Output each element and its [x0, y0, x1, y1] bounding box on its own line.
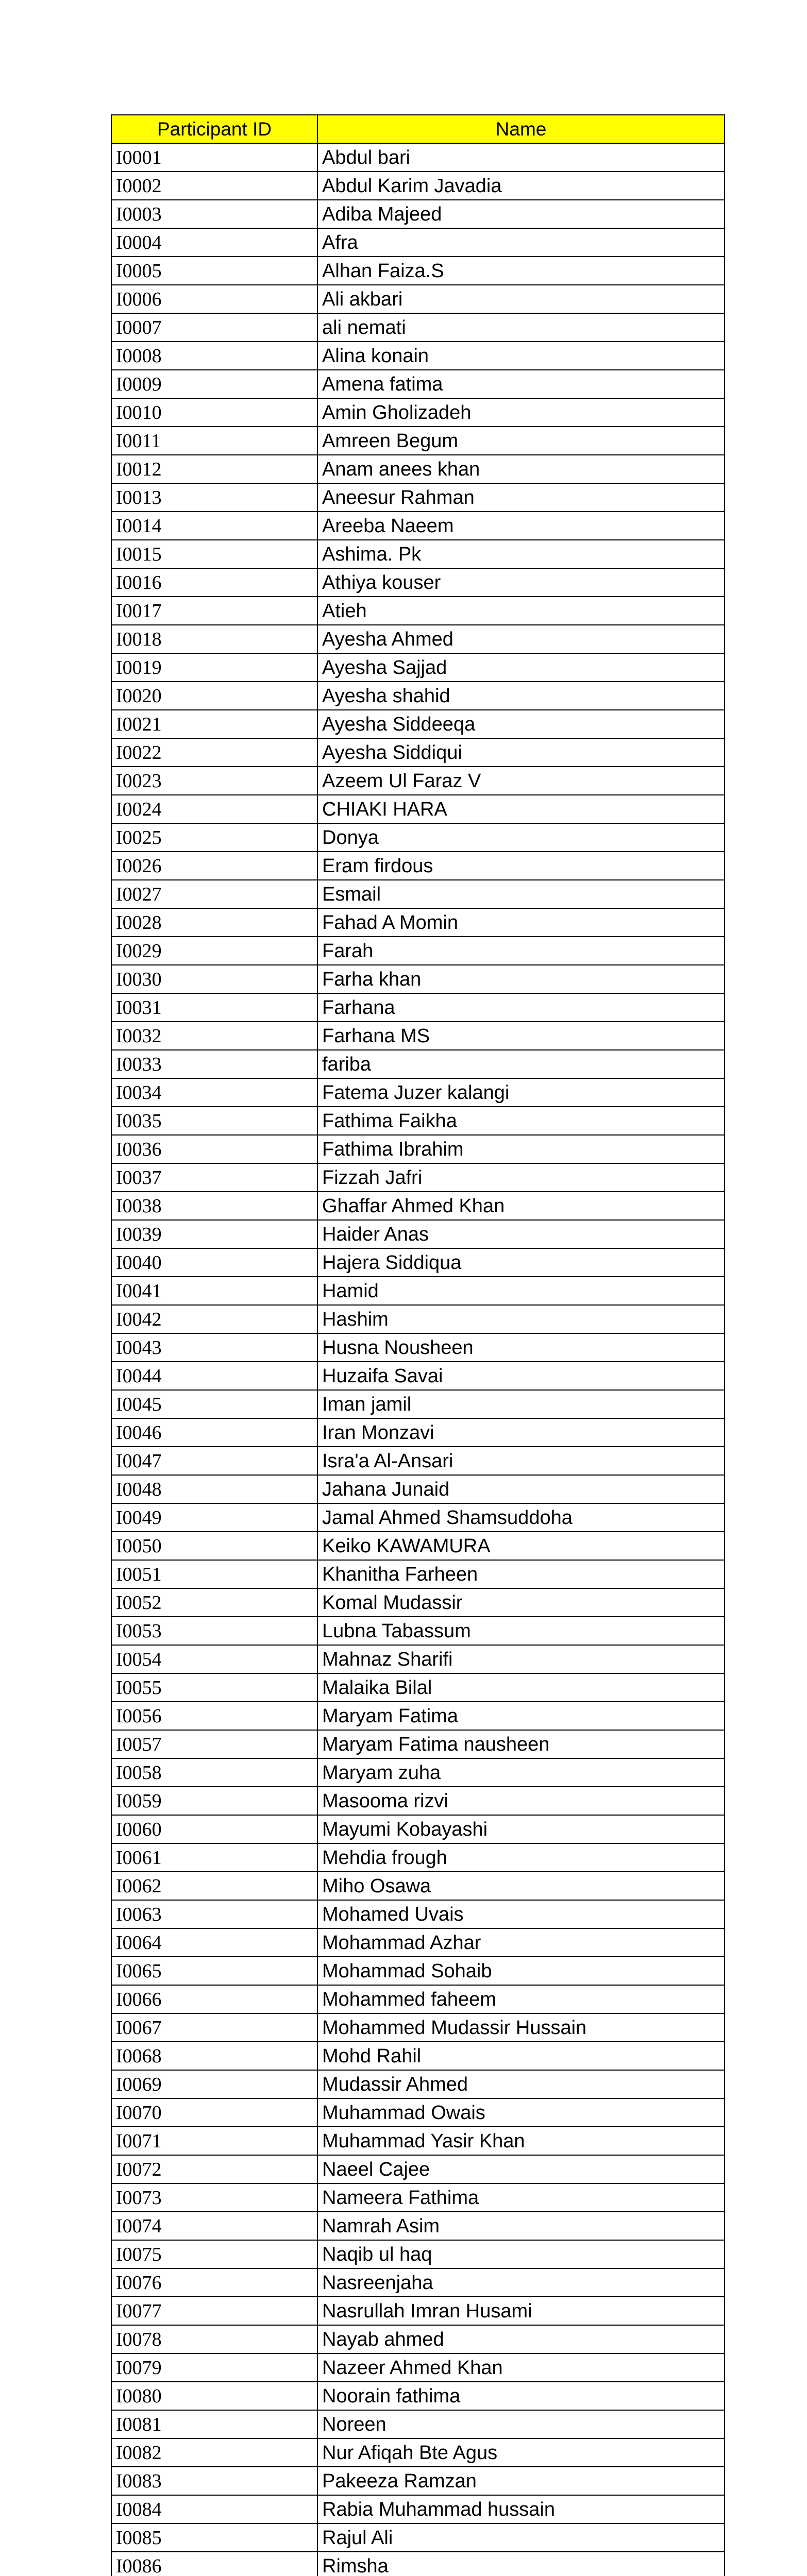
participant-id-cell: I0084: [111, 2495, 317, 2523]
participant-name-cell: Abdul bari: [317, 143, 725, 172]
table-row: [111, 228, 725, 257]
table-row: [111, 1560, 725, 1588]
table-row: [111, 1078, 725, 1107]
table-row: [111, 568, 725, 597]
table-row: [111, 1022, 725, 1050]
table-row: [111, 993, 725, 1022]
participant-name-cell: Nasreenjaha: [317, 2268, 725, 2297]
participant-name-cell: Amin Gholizadeh: [317, 398, 725, 427]
table-row: [111, 795, 725, 823]
table-row: [111, 965, 725, 993]
participant-name-cell: Alhan Faiza.S: [317, 257, 725, 285]
participant-name-cell: fariba: [317, 1050, 725, 1078]
table-row: [111, 2495, 725, 2523]
table-row: [111, 1532, 725, 1560]
participant-id-cell: I0011: [111, 427, 317, 455]
participant-name-cell: Esmail: [317, 880, 725, 908]
table-row: [111, 1645, 725, 1673]
participant-id-cell: I0004: [111, 228, 317, 257]
participant-id-cell: I0013: [111, 483, 317, 512]
participant-id-cell: I0029: [111, 937, 317, 965]
participant-id-cell: I0055: [111, 1673, 317, 1702]
participant-name-cell: Fizzah Jafri: [317, 1163, 725, 1192]
table-row: [111, 852, 725, 880]
participant-name-cell: Mohammad Azhar: [317, 1928, 725, 1957]
table-row: [111, 682, 725, 710]
participant-id-cell: I0085: [111, 2523, 317, 2552]
table-row: [111, 880, 725, 908]
participant-name-cell: Abdul Karim Javadia: [317, 172, 725, 200]
table-row: [111, 1475, 725, 1503]
participant-name-cell: Fathima Ibrahim: [317, 1135, 725, 1163]
participant-name-cell: Noorain fathima: [317, 2382, 725, 2410]
table-row: [111, 2410, 725, 2438]
table-row: [111, 1503, 725, 1532]
table-row: [111, 370, 725, 398]
participant-id-cell: I0053: [111, 1617, 317, 1645]
participant-name-cell: Ali akbari: [317, 285, 725, 313]
participant-name-cell: Rimsha: [317, 2552, 725, 2576]
participant-id-cell: I0076: [111, 2268, 317, 2297]
participant-id-cell: I0082: [111, 2438, 317, 2467]
participant-name-cell: Ghaffar Ahmed Khan: [317, 1192, 725, 1220]
participant-id-cell: I0018: [111, 625, 317, 653]
table-row: [111, 1107, 725, 1135]
table-body: [111, 143, 725, 2576]
participant-name-cell: Afra: [317, 228, 725, 257]
participant-name-cell: Amreen Begum: [317, 427, 725, 455]
participant-name-cell: Nasrullah Imran Husami: [317, 2297, 725, 2325]
participant-name-cell: Masooma rizvi: [317, 1787, 725, 1815]
participant-name-cell: Fatema Juzer kalangi: [317, 1078, 725, 1107]
participant-id-cell: I0072: [111, 2155, 317, 2183]
table-row: [111, 2325, 725, 2353]
participant-id-cell: I0001: [111, 143, 317, 172]
table-row: [111, 1163, 725, 1192]
participant-id-cell: I0009: [111, 370, 317, 398]
participant-id-cell: I0043: [111, 1333, 317, 1362]
participant-id-cell: I0007: [111, 313, 317, 342]
participant-id-cell: I0025: [111, 823, 317, 852]
table-row: [111, 1617, 725, 1645]
participant-id-cell: I0042: [111, 1305, 317, 1333]
participant-name-cell: Nayab ahmed: [317, 2325, 725, 2353]
table-row: [111, 2297, 725, 2325]
participant-id-cell: I0036: [111, 1135, 317, 1163]
participant-name-cell: Iran Monzavi: [317, 1418, 725, 1447]
table-row: [111, 172, 725, 200]
participant-name-cell: Mudassir Ahmed: [317, 2070, 725, 2098]
table-row: [111, 2382, 725, 2410]
participant-name-cell: Nur Afiqah Bte Agus: [317, 2438, 725, 2467]
table-row: [111, 1418, 725, 1447]
table-row: [111, 1305, 725, 1333]
participant-name-cell: Lubna Tabassum: [317, 1617, 725, 1645]
participant-name-cell: Muhammad Yasir Khan: [317, 2127, 725, 2155]
table-row: [111, 767, 725, 795]
table-row: [111, 143, 725, 172]
table-row: [111, 1050, 725, 1078]
participant-name-cell: Amena fatima: [317, 370, 725, 398]
participant-name-cell: CHIAKI HARA: [317, 795, 725, 823]
table-row: [111, 2127, 725, 2155]
table-row: [111, 1333, 725, 1362]
participant-name-cell: Mehdia frough: [317, 1843, 725, 1872]
participant-name-cell: Mohd Rahil: [317, 2042, 725, 2070]
header-row: [111, 115, 725, 143]
participant-name-cell: Hamid: [317, 1277, 725, 1305]
participant-name-cell: Pakeeza Ramzan: [317, 2467, 725, 2495]
participant-name-cell: Atieh: [317, 597, 725, 625]
participant-id-cell: I0057: [111, 1730, 317, 1758]
participant-id-cell: I0024: [111, 795, 317, 823]
table-row: [111, 2240, 725, 2268]
participant-id-cell: I0075: [111, 2240, 317, 2268]
participant-id-cell: I0040: [111, 1248, 317, 1277]
participant-name-cell: Keiko KAWAMURA: [317, 1532, 725, 1560]
participant-name-cell: Noreen: [317, 2410, 725, 2438]
table-row: [111, 1758, 725, 1787]
participant-id-cell: I0046: [111, 1418, 317, 1447]
participant-id-cell: I0022: [111, 738, 317, 767]
table-row: [111, 2042, 725, 2070]
participant-name-cell: Ayesha Siddiqui: [317, 738, 725, 767]
participant-id-cell: I0041: [111, 1277, 317, 1305]
participant-name-cell: Mayumi Kobayashi: [317, 1815, 725, 1843]
table-row: [111, 455, 725, 483]
participant-id-cell: I0017: [111, 597, 317, 625]
table-row: [111, 1390, 725, 1418]
participant-id-cell: I0039: [111, 1220, 317, 1248]
participant-id-cell: I0033: [111, 1050, 317, 1078]
table-row: [111, 1985, 725, 2013]
participant-name-cell: Athiya kouser: [317, 568, 725, 597]
table-row: [111, 200, 725, 228]
participant-name-cell: Naqib ul haq: [317, 2240, 725, 2268]
participant-id-cell: I0014: [111, 512, 317, 540]
table-row: [111, 1447, 725, 1475]
table-row: [111, 427, 725, 455]
participant-name-cell: Muhammad Owais: [317, 2098, 725, 2127]
participant-id-cell: I0060: [111, 1815, 317, 1843]
participant-id-cell: I0035: [111, 1107, 317, 1135]
participant-table: [111, 114, 725, 2576]
participant-name-cell: Ayesha Sajjad: [317, 653, 725, 682]
table-row: [111, 2183, 725, 2212]
participant-name-cell: Rajul Ali: [317, 2523, 725, 2552]
participant-id-cell: I0074: [111, 2212, 317, 2240]
table-row: [111, 257, 725, 285]
participant-id-cell: I0031: [111, 993, 317, 1022]
participant-name-cell: Ashima. Pk: [317, 540, 725, 568]
participant-id-cell: I0008: [111, 342, 317, 370]
table-row: [111, 512, 725, 540]
participant-name-cell: Ayesha Siddeeqa: [317, 710, 725, 738]
participant-id-cell: I0045: [111, 1390, 317, 1418]
participant-id-cell: I0028: [111, 908, 317, 937]
participant-name-cell: Naeel Cajee: [317, 2155, 725, 2183]
participant-id-cell: I0080: [111, 2382, 317, 2410]
table-row: [111, 2467, 725, 2495]
table-row: [111, 1673, 725, 1702]
table-row: [111, 1928, 725, 1957]
table-row: [111, 1362, 725, 1390]
participant-id-cell: I0034: [111, 1078, 317, 1107]
participant-name-cell: Komal Mudassir: [317, 1588, 725, 1617]
participant-name-cell: Donya: [317, 823, 725, 852]
table-row: [111, 1135, 725, 1163]
participant-name-cell: ali nemati: [317, 313, 725, 342]
participant-id-header: Participant ID: [111, 115, 317, 143]
participant-name-cell: Rabia Muhammad hussain: [317, 2495, 725, 2523]
participant-id-cell: I0077: [111, 2297, 317, 2325]
participant-id-cell: I0006: [111, 285, 317, 313]
table-row: [111, 1220, 725, 1248]
table-row: [111, 1843, 725, 1872]
participant-id-cell: I0054: [111, 1645, 317, 1673]
participant-name-cell: Aneesur Rahman: [317, 483, 725, 512]
participant-id-cell: I0078: [111, 2325, 317, 2353]
participant-id-cell: I0021: [111, 710, 317, 738]
participant-id-cell: I0023: [111, 767, 317, 795]
participant-name-cell: Malaika Bilal: [317, 1673, 725, 1702]
participant-name-cell: Areeba Naeem: [317, 512, 725, 540]
participant-id-cell: I0071: [111, 2127, 317, 2155]
participant-id-cell: I0019: [111, 653, 317, 682]
participant-name-cell: Nazeer Ahmed Khan: [317, 2353, 725, 2382]
participant-id-cell: I0032: [111, 1022, 317, 1050]
participant-id-cell: I0073: [111, 2183, 317, 2212]
participant-id-cell: I0059: [111, 1787, 317, 1815]
participant-id-cell: I0081: [111, 2410, 317, 2438]
table-row: [111, 2098, 725, 2127]
table-row: [111, 398, 725, 427]
participant-name-cell: Mohammed Mudassir Hussain: [317, 2013, 725, 2042]
participant-name-cell: Fahad A Momin: [317, 908, 725, 937]
table-row: [111, 2353, 725, 2382]
participant-id-cell: I0016: [111, 568, 317, 597]
participant-id-cell: I0069: [111, 2070, 317, 2098]
table-row: [111, 2438, 725, 2467]
participant-name-cell: Eram firdous: [317, 852, 725, 880]
participant-id-cell: I0050: [111, 1532, 317, 1560]
table-row: [111, 1588, 725, 1617]
participant-name-cell: Farhana MS: [317, 1022, 725, 1050]
participant-id-cell: I0005: [111, 257, 317, 285]
participant-name-cell: Farah: [317, 937, 725, 965]
participant-name-cell: Farha khan: [317, 965, 725, 993]
participant-name-cell: Mohamed Uvais: [317, 1900, 725, 1928]
participant-name-cell: Fathima Faikha: [317, 1107, 725, 1135]
participant-name-cell: Mahnaz Sharifi: [317, 1645, 725, 1673]
table-row: [111, 1957, 725, 1985]
participant-name-cell: Haider Anas: [317, 1220, 725, 1248]
table-row: [111, 2212, 725, 2240]
participant-name-cell: Anam anees khan: [317, 455, 725, 483]
participant-name-cell: Iman jamil: [317, 1390, 725, 1418]
participant-name-cell: Namrah Asim: [317, 2212, 725, 2240]
table-row: [111, 1815, 725, 1843]
participant-name-cell: Husna Nousheen: [317, 1333, 725, 1362]
table-row: [111, 1900, 725, 1928]
participant-id-cell: I0020: [111, 682, 317, 710]
participant-name-cell: Maryam Fatima nausheen: [317, 1730, 725, 1758]
participant-id-cell: I0056: [111, 1702, 317, 1730]
table-row: [111, 2523, 725, 2552]
participant-id-cell: I0068: [111, 2042, 317, 2070]
participant-name-cell: Nameera Fathima: [317, 2183, 725, 2212]
participant-id-cell: I0067: [111, 2013, 317, 2042]
table-row: [111, 1192, 725, 1220]
participant-name-cell: Miho Osawa: [317, 1872, 725, 1900]
table-row: [111, 2155, 725, 2183]
table-row: [111, 285, 725, 313]
participant-id-cell: I0052: [111, 1588, 317, 1617]
participant-id-cell: I0070: [111, 2098, 317, 2127]
participant-id-cell: I0048: [111, 1475, 317, 1503]
table-row: [111, 1787, 725, 1815]
table-row: [111, 823, 725, 852]
participant-name-cell: Isra'a Al-Ansari: [317, 1447, 725, 1475]
participant-id-cell: I0079: [111, 2353, 317, 2382]
table-row: [111, 483, 725, 512]
participant-id-cell: I0047: [111, 1447, 317, 1475]
participant-name-cell: Khanitha Farheen: [317, 1560, 725, 1588]
participant-id-cell: I0027: [111, 880, 317, 908]
table-row: [111, 625, 725, 653]
participant-id-cell: I0051: [111, 1560, 317, 1588]
participant-id-cell: I0044: [111, 1362, 317, 1390]
table-row: [111, 908, 725, 937]
participant-name-cell: Maryam Fatima: [317, 1702, 725, 1730]
participant-id-cell: I0010: [111, 398, 317, 427]
table-row: [111, 342, 725, 370]
participant-name-cell: Mohammad Sohaib: [317, 1957, 725, 1985]
participant-id-cell: I0066: [111, 1985, 317, 2013]
participant-id-cell: I0026: [111, 852, 317, 880]
table-row: [111, 2070, 725, 2098]
participant-name-cell: Alina konain: [317, 342, 725, 370]
participant-id-cell: I0012: [111, 455, 317, 483]
table-row: [111, 1872, 725, 1900]
name-header: Name: [317, 115, 725, 143]
table-row: [111, 540, 725, 568]
participant-id-cell: I0062: [111, 1872, 317, 1900]
participant-id-cell: I0063: [111, 1900, 317, 1928]
participant-name-cell: Ayesha Ahmed: [317, 625, 725, 653]
participant-id-cell: I0038: [111, 1192, 317, 1220]
table-row: [111, 1248, 725, 1277]
table-row: [111, 2268, 725, 2297]
participant-id-cell: I0003: [111, 200, 317, 228]
table-row: [111, 653, 725, 682]
table-row: [111, 738, 725, 767]
participant-id-cell: I0037: [111, 1163, 317, 1192]
participant-id-cell: I0064: [111, 1928, 317, 1957]
participant-id-cell: I0049: [111, 1503, 317, 1532]
table-row: [111, 1277, 725, 1305]
participant-name-cell: Jahana Junaid: [317, 1475, 725, 1503]
participant-id-cell: I0086: [111, 2552, 317, 2576]
participant-name-cell: Farhana: [317, 993, 725, 1022]
table-row: [111, 710, 725, 738]
table-row: [111, 597, 725, 625]
participant-id-cell: I0058: [111, 1758, 317, 1787]
table-row: [111, 937, 725, 965]
participant-id-cell: I0083: [111, 2467, 317, 2495]
participant-name-cell: Hajera Siddiqua: [317, 1248, 725, 1277]
participant-id-cell: I0061: [111, 1843, 317, 1872]
participant-name-cell: Huzaifa Savai: [317, 1362, 725, 1390]
table-row: [111, 2013, 725, 2042]
table-row: [111, 2552, 725, 2576]
participant-name-cell: Jamal Ahmed Shamsuddoha: [317, 1503, 725, 1532]
participant-name-cell: Azeem Ul Faraz V: [317, 767, 725, 795]
participant-id-cell: I0002: [111, 172, 317, 200]
participant-id-cell: I0030: [111, 965, 317, 993]
participant-name-cell: Maryam zuha: [317, 1758, 725, 1787]
participant-name-cell: Ayesha shahid: [317, 682, 725, 710]
participant-name-cell: Hashim: [317, 1305, 725, 1333]
participant-name-cell: Adiba Majeed: [317, 200, 725, 228]
table-row: [111, 1730, 725, 1758]
participant-id-cell: I0015: [111, 540, 317, 568]
table-row: [111, 1702, 725, 1730]
table-row: [111, 313, 725, 342]
participant-name-cell: Mohammed faheem: [317, 1985, 725, 2013]
participant-id-cell: I0065: [111, 1957, 317, 1985]
